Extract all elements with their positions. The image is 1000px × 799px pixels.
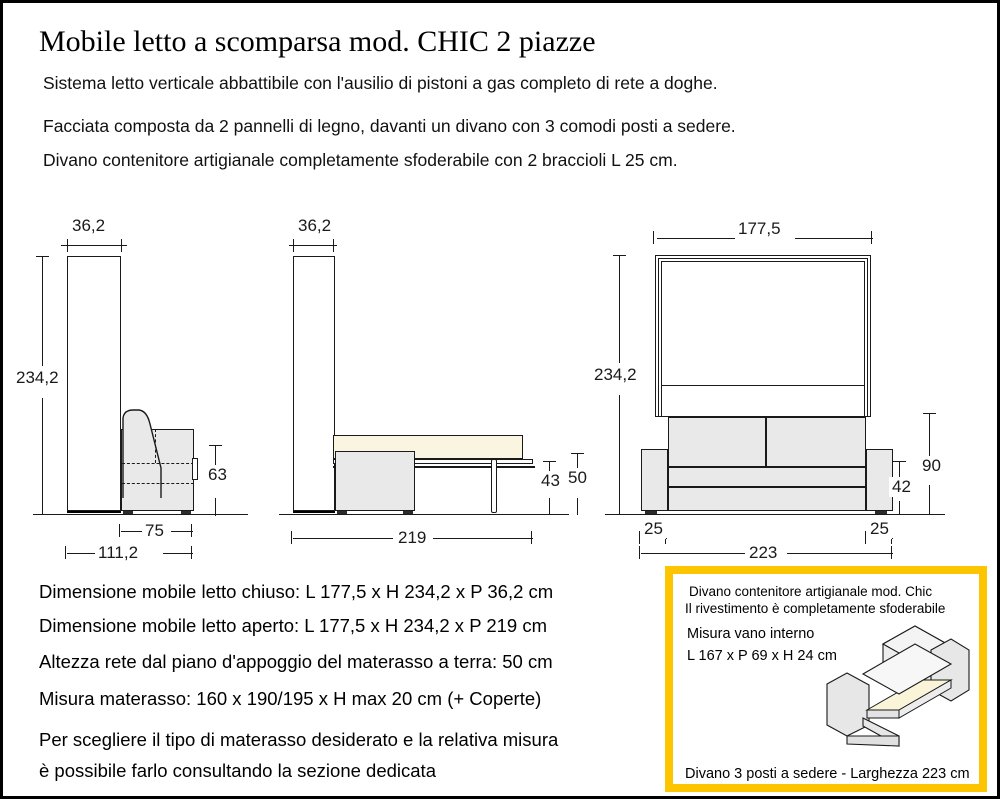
spec-line-2: Dimensione mobile letto aperto: L 177,5 x H 234,2 x P 219 cm <box>39 615 548 636</box>
description-line-2: Facciata composta da 2 pannelli di legno, davanti un divano con 3 comodi posti a sedere. <box>43 116 736 136</box>
cabinet-panel-split <box>661 385 865 386</box>
dim-total-width-front: 223 <box>746 543 780 563</box>
dim-cabinet-depth-closed: 36,2 <box>69 216 108 236</box>
drawing-side-closed <box>3 213 273 563</box>
sofa-block-open <box>335 451 415 511</box>
info-box-line-1: Divano contenitore artigianale mod. Chic <box>689 584 933 599</box>
page-title: Mobile letto a scomparsa mod. CHIC 2 piazze <box>39 25 596 58</box>
description-line-1: Sistema letto verticale abbattibile con l'ausilio di pistoni a gas completo di rete a doghe. <box>43 73 718 93</box>
dim-arm-right: 25 <box>867 519 892 539</box>
dim-total-height-front: 234,2 <box>591 365 640 385</box>
drawing-side-open <box>273 213 587 563</box>
sofa-backrest-side-icon <box>121 408 181 498</box>
sofa-seat-band-upper <box>668 467 866 487</box>
dim-slat-height: 43 <box>538 471 563 491</box>
description-line-3: Divano contenitore artigianale completamente sfoderabile con 2 braccioli L 25 cm. <box>43 150 678 170</box>
spec-line-5: Per scegliere il tipo di materasso desiderato e la relativa misura <box>39 729 559 750</box>
dim-total-depth-closed: 111,2 <box>95 543 141 563</box>
spec-line-4: Misura materasso: 160 x 190/195 x H max 20 cm (+ Coperte) <box>39 688 542 709</box>
dim-cabinet-depth-open: 36,2 <box>295 216 334 236</box>
info-box-line-4: L 167 x P 69 x H 24 cm <box>687 648 837 664</box>
dim-total-height-closed: 234,2 <box>13 368 62 388</box>
info-box-line-2: Il rivestimento è completamente sfoderabile <box>685 601 946 616</box>
info-box-footer: Divano 3 posti a sedere - Larghezza 223 cm <box>685 766 970 782</box>
dim-mattress-base-height: 50 <box>565 468 590 488</box>
ground-line-left <box>33 514 248 515</box>
info-box-line-3: Misura vano interno <box>687 626 815 642</box>
storage-lid-dashed-1 <box>122 463 194 464</box>
sofa-back-cushion-right <box>766 417 866 467</box>
sofa-seat-band-lower <box>668 487 866 511</box>
bed-support-leg <box>491 459 497 513</box>
spec-line-1: Dimensione mobile letto chiuso: L 177,5 x H 234,2 x P 36,2 cm <box>39 581 554 602</box>
dim-seat-height: 42 <box>889 477 914 497</box>
info-box <box>665 566 987 792</box>
ground-line-middle <box>279 514 569 515</box>
dim-sofa-back-height: 90 <box>919 456 944 476</box>
ground-line-right <box>605 514 945 515</box>
dim-total-depth-open: 219 <box>395 528 429 548</box>
cabinet-body-open <box>293 256 335 511</box>
sofa-handle <box>192 458 198 480</box>
dim-cabinet-width-front: 177,5 <box>735 219 784 239</box>
dim-sofa-height: 63 <box>205 465 230 485</box>
storage-lid-dashed-2 <box>122 483 194 484</box>
storage-sofa-isometric-icon <box>823 622 983 752</box>
dim-sofa-depth: 75 <box>142 521 167 541</box>
cabinet-body-closed <box>67 256 121 511</box>
spec-line-6: è possibile farlo consultando la sezione dedicata <box>39 760 436 781</box>
drawing-front <box>583 213 1000 563</box>
dim-arm-left: 25 <box>641 519 666 539</box>
cabinet-frame-inner <box>661 261 865 417</box>
sofa-back-cushion-left <box>668 417 766 467</box>
storage-hinge-dashed <box>155 429 156 463</box>
spec-line-3: Altezza rete dal piano d'appoggio del materasso a terra: 50 cm <box>39 651 553 672</box>
sofa-arm-left <box>641 449 668 511</box>
